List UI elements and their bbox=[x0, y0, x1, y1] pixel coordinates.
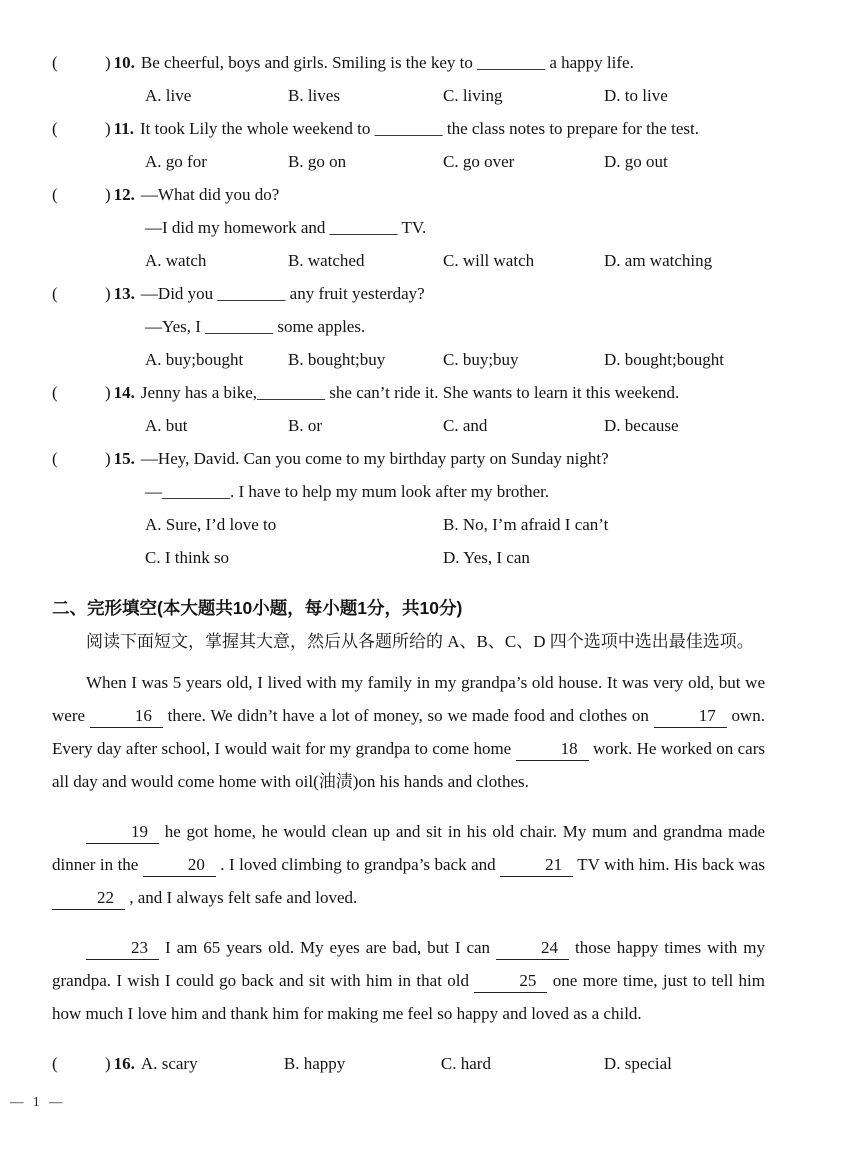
question-number: 13. bbox=[113, 284, 135, 303]
option-d: D. am watching bbox=[604, 251, 713, 270]
option-d: D. go out bbox=[604, 152, 668, 171]
options-row bbox=[141, 1047, 765, 1080]
question-text: —Did you ________ any fruit yesterday? bbox=[140, 284, 425, 303]
answer-paren-open: ( bbox=[52, 284, 58, 303]
option-b: B. watched bbox=[288, 251, 365, 270]
cloze-section bbox=[52, 592, 765, 1030]
options-row bbox=[145, 343, 765, 376]
question-number: 16. bbox=[113, 1054, 135, 1073]
option-a: A. go for bbox=[145, 152, 207, 171]
question-text: —Hey, David. Can you come to my birthday party on Sunday night? bbox=[140, 449, 609, 468]
cloze-blank-23: 23 bbox=[86, 937, 159, 960]
question-number: 10. bbox=[113, 53, 135, 72]
options-row bbox=[145, 244, 765, 277]
options-row bbox=[145, 508, 765, 574]
question-text: Be cheerful, boys and girls. Smiling is the key to ________ a happy life. bbox=[140, 53, 634, 72]
answer-paren-close: ) bbox=[105, 284, 111, 303]
cloze-blank-24: 24 bbox=[496, 937, 569, 960]
cloze-blank-21: 21 bbox=[500, 854, 573, 877]
page-number: — 1 — bbox=[10, 1094, 66, 1109]
question-line bbox=[52, 46, 765, 79]
option-c: C. and bbox=[443, 416, 488, 435]
option-d: D. bought;bought bbox=[604, 350, 724, 369]
cloze-blank-17: 17 bbox=[654, 705, 727, 728]
question-12 bbox=[52, 178, 765, 277]
question-number: 11. bbox=[113, 119, 134, 138]
answer-paren-open: ( bbox=[52, 449, 58, 468]
answer-paren-open: ( bbox=[52, 383, 58, 402]
option-d: D. Yes, I can bbox=[443, 548, 530, 567]
question-13 bbox=[52, 277, 765, 376]
option-a: A. Sure, I’d love to bbox=[145, 515, 277, 534]
cloze-paragraph-1: When I was 5 years old, I lived with my family in my grandpa’s old house. It was very old, but we were 16 there. We didn’t have a lot of money, so we made food and clothes on 17 own. Every day after school, I would wait for my grandpa to come home 18 work. He worked on cars all day and would come home with oil(油渍)on his hands and clothes. bbox=[52, 673, 766, 791]
cloze-blank-16: 16 bbox=[90, 705, 163, 728]
option-c: C. living bbox=[443, 86, 503, 105]
option-b: B. No, I’m afraid I can’t bbox=[443, 515, 609, 534]
question-16 bbox=[52, 1047, 765, 1080]
option-c: C. go over bbox=[443, 152, 515, 171]
option-a: A. live bbox=[145, 86, 192, 105]
option-b: B. happy bbox=[283, 1054, 346, 1073]
question-text-line2: —Yes, I ________ some apples. bbox=[145, 317, 366, 336]
question-15 bbox=[52, 442, 765, 574]
answer-paren-open: ( bbox=[52, 119, 58, 138]
question-text: It took Lily the whole weekend to ________ the class notes to prepare for the test. bbox=[139, 119, 699, 138]
option-d: D. special bbox=[603, 1054, 672, 1073]
cloze-blank-18: 18 bbox=[516, 738, 589, 761]
question-text-line2: —I did my homework and ________ TV. bbox=[145, 218, 427, 237]
options-row bbox=[145, 79, 765, 112]
option-a: A. watch bbox=[145, 251, 207, 270]
cloze-paragraph-3: 23 I am 65 years old. My eyes are bad, but I can 24 those happy times with my grandpa. I wish I could go back and sit with him in that old 25 one more time, just to tell him how much I love him and thank him for making me feel so happy and loved as a child. bbox=[52, 938, 766, 1023]
cloze-blank-20: 20 bbox=[143, 854, 216, 877]
option-b: B. go on bbox=[288, 152, 347, 171]
answer-paren-close: ) bbox=[105, 383, 111, 402]
answer-paren-close: ) bbox=[105, 449, 111, 468]
answer-paren-open: ( bbox=[52, 1054, 58, 1073]
answer-paren-close: ) bbox=[105, 119, 111, 138]
option-a: A. buy;bought bbox=[145, 350, 244, 369]
option-b: B. lives bbox=[288, 86, 340, 105]
option-d: D. because bbox=[604, 416, 679, 435]
option-a: A. but bbox=[145, 416, 188, 435]
option-c: C. will watch bbox=[443, 251, 535, 270]
option-c: C. buy;buy bbox=[443, 350, 519, 369]
option-c: C. I think so bbox=[145, 548, 230, 567]
question-number: 15. bbox=[113, 449, 135, 468]
cloze-blank-19: 19 bbox=[86, 821, 159, 844]
question-line bbox=[52, 442, 765, 475]
question-line bbox=[52, 277, 765, 310]
section-instructions: 阅读下面短文，掌握其大意，然后从各题所给的 A、B、C、D 四个选项中选出最佳选项。 bbox=[86, 632, 754, 651]
option-d: D. to live bbox=[604, 86, 668, 105]
cloze-blank-22: 22 bbox=[52, 887, 125, 910]
question-line bbox=[52, 178, 765, 211]
question-line bbox=[52, 112, 765, 145]
cloze-blank-25: 25 bbox=[474, 970, 547, 993]
answer-paren-close: ) bbox=[105, 1054, 111, 1073]
question-line bbox=[52, 1047, 765, 1080]
option-c: C. hard bbox=[440, 1054, 491, 1073]
question-number: 12. bbox=[113, 185, 135, 204]
question-text: —What did you do? bbox=[140, 185, 280, 204]
answer-paren-open: ( bbox=[52, 53, 58, 72]
question-14 bbox=[52, 376, 765, 442]
question-number: 14. bbox=[113, 383, 135, 402]
question-line bbox=[52, 376, 765, 409]
options-row bbox=[145, 145, 765, 178]
option-b: B. bought;buy bbox=[288, 350, 386, 369]
option-a: A. scary bbox=[140, 1054, 198, 1073]
answer-paren-close: ) bbox=[105, 185, 111, 204]
cloze-paragraph-2: 19 he got home, he would clean up and sit in his old chair. My mum and grandma made dinner in the 20 . I loved climbing to grandpa’s back and 21 TV with him. His back was 22 , and I always felt safe and loved. bbox=[52, 815, 765, 914]
question-text: Jenny has a bike,________ she can’t ride it. She wants to learn it this weekend. bbox=[140, 383, 680, 402]
question-text-line2: —________. I have to help my mum look after my brother. bbox=[145, 482, 550, 501]
answer-paren-close: ) bbox=[105, 53, 111, 72]
options-row bbox=[145, 409, 765, 442]
answer-paren-open: ( bbox=[52, 185, 58, 204]
section-heading: 二、完形填空(本大题共10小题，每小题1分，共10分) bbox=[52, 598, 463, 618]
question-11 bbox=[52, 112, 765, 178]
option-b: B. or bbox=[288, 416, 322, 435]
question-10 bbox=[52, 46, 765, 112]
